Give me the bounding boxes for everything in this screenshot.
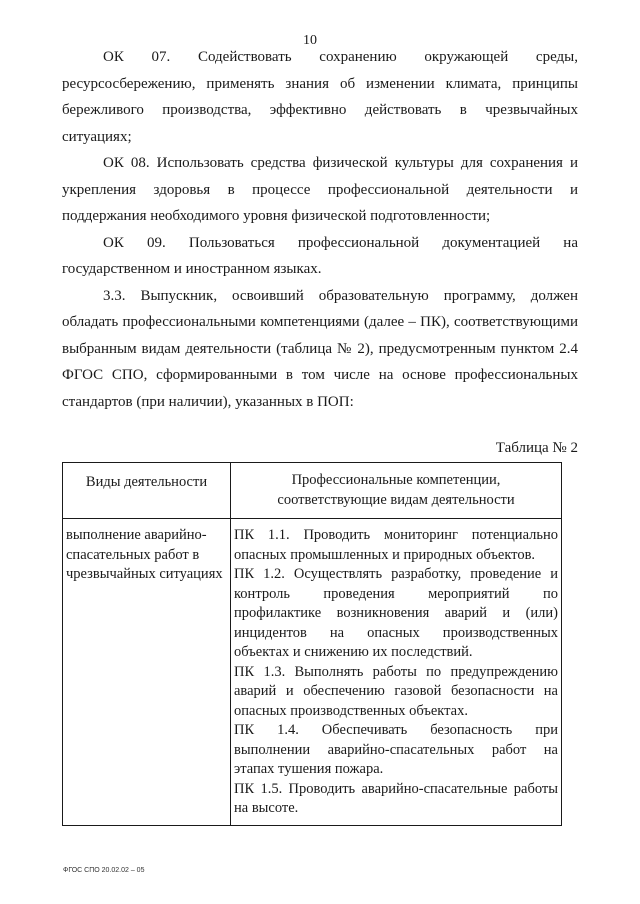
document-body — [62, 44, 578, 415]
competence-pk-1-4: ПК 1.4. Обеспечивать безопасность при выполнении аварийно-спасательных работ на этапах тушения пожара. — [234, 722, 558, 777]
paragraph-ok07: ОК 07. Содействовать сохранению окружающей среды, ресурсосбережению, применять знания об изменении климата, принципы бережливого производства, эффективно действовать в чрезвычайных ситуациях; — [62, 49, 578, 145]
header-competences: Профессиональные компетенции, соответствующие видам деятельности — [231, 463, 562, 519]
competence-pk-1-1: ПК 1.1. Проводить мониторинг потенциально опасных промышленных и природных объектов. — [234, 527, 558, 563]
header-activities: Виды деятельности — [63, 463, 231, 519]
table-caption: Таблица № 2 — [495, 440, 578, 456]
page-number: 10 — [303, 33, 317, 48]
paragraph-ok09: ОК 09. Пользоваться профессиональной документацией на государственном и иностранном языках. — [62, 234, 578, 277]
table-row — [63, 519, 562, 826]
paragraph-ok08: ОК 08. Использовать средства физической культуры для сохранения и укрепления здоровья в процессе профессиональной деятельности и поддержания необходимого уровня физической подготовленности; — [62, 155, 578, 224]
competences-table — [62, 462, 562, 826]
competence-pk-1-3: ПК 1.3. Выполнять работы по предупреждению аварий и обеспечению газовой безопасности на опасных производственных объектах. — [234, 663, 558, 719]
table-header-row — [63, 463, 562, 519]
competences-cell — [231, 519, 562, 826]
competence-pk-1-2: ПК 1.2. Осуществлять разработку, проведение и контроль проведения мероприятий по профилактике возникновения аварий и (или) инцидентов на опасных производственных объектах и снижению их последствий. — [234, 566, 558, 660]
paragraph-3-3: 3.3. Выпускник, освоивший образовательную программу, должен обладать профессиональными компетенциями (далее – ПК), соответствующими выбранным видам деятельности (таблица № 2), предусмотренным пунктом 2.4 ФГОС СПО, сформированными в том числе на основе профессиональных стандартов (при наличии), указанных в ПОП: — [62, 287, 578, 410]
activity-cell: выполнение аварийно-спасательных работ в чрезвычайных ситуациях — [63, 519, 231, 826]
competence-pk-1-5: ПК 1.5. Проводить аварийно-спасательные работы на высоте. — [234, 780, 558, 816]
footer-doc-code: ФГОС СПО 20.02.02 – 05 — [63, 867, 145, 874]
